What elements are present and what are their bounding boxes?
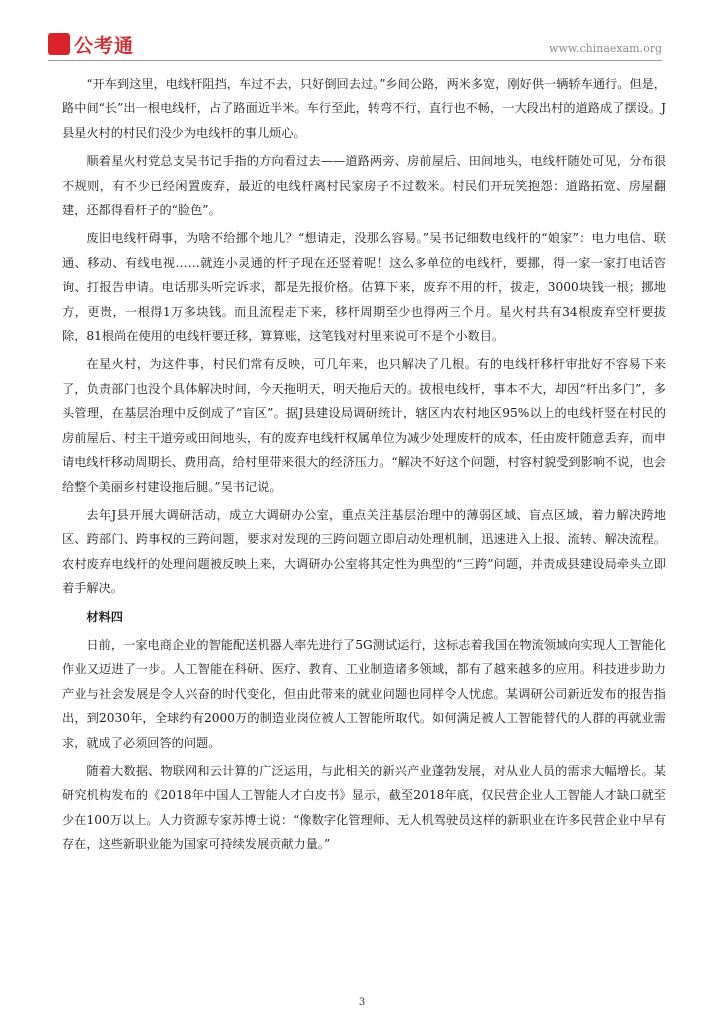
- document-body: [62, 72, 666, 861]
- logo: [48, 32, 134, 56]
- paragraph-6: 日前，一家电商企业的智能配送机器人率先进行了5G测试运行，这标志着我国在物流领域向实现人工智能化作业又迈进了一步。人工智能在科研、医疗、教育、工业制造诸多领域，都有了越来越多的应用。科技进步助力产业与社会发展是令人兴奋的时代变化，但由此带来的就业问题也同样令人忧虑。某调研公司新近发布的报告指出，到2030年，全球约有2000万的制造业岗位被人工智能所取代。如何满足被人工智能替代的人群的再就业需求，就成了必须回答的问题。: [62, 637, 666, 750]
- paragraph-4: 在星火村，为这件事，村民们常有反映，可几年来，也只解决了几根。有的电线杆移杆审批好不容易下来了，负责部门也没个具体解决时间，今天拖明天，明天拖后天的。拔根电线杆，事本不大，却因“杆出多门”，多头管理，在基层治理中反倒成了“盲区”。据J县建设局调研统计，辖区内农村地区95%以上的电线杆竖在村民的房前屋后、村主干道旁或田间地头，有的废弃电线杆权属单位为减少处理废杆的成本，任由废杆随意丢弃，而申请电线杆移动周期长、费用高，给村里带来很大的经济压力。“解决不好这个问题，村容村貌受到影响不说，也会给整个美丽乡村建设拖后腿。”吴书记说。: [62, 357, 666, 494]
- paragraph-7: 随着大数据、物联网和云计算的广泛运用，与此相关的新兴产业蓬勃发展，对从业人员的需求大幅增长。某研究机构发布的《2018年中国人工智能人才白皮书》显示，截至2018年底，仅民营企业人工智能人才缺口就至少在100万以上。人力资源专家苏博士说：“像数字化管理师、无人机驾驶员这样的新职业在许多民营企业中早有存在，这些新职业能为国家可持续发展贡献力量。”: [62, 763, 666, 852]
- logo-text: 公考通: [74, 34, 135, 57]
- logo-badge-icon: [48, 33, 70, 55]
- paragraph-1: “开车到这里，电线杆阻挡，车过不去，只好倒回去过。”乡间公路，两米多宽，刚好供一辆轿车通行。但是，路中间“长”出一根电线杆，占了路面近半米。车行至此，转弯不行，直行也不畅，一大段出村的道路成了摆设。J县星火村的村民们没少为电线杆的事儿烦心。: [62, 77, 666, 140]
- site-url: www.chinaexam.org: [549, 42, 662, 55]
- section-title: 材料四: [86, 609, 123, 624]
- paragraph-3: 废旧电线杆碍事，为啥不给挪个地儿？“想请走，没那么容易。”吴书记细数电线杆的“娘家”：电力电信、联通、移动、有线电视……就连小灵通的杆子现在还竖着呢！这么多单位的电线杆，要挪，得一家一家打电话咨询、打报告申请。电话那头听完诉求，都是先报价格。估算下来，废弃不用的杆，拔走，3000块钱一根；挪地方，更贵，一根得1万多块钱。而且流程走下来，移杆周期至少也得两三个月。星火村共有34根废弃空杆要拔除，81根尚在使用的电线杆要迁移，算算账，这笔钱对村里来说可不是个小数目。: [62, 231, 666, 344]
- page-header: [48, 30, 662, 61]
- page-number: 3: [358, 997, 366, 1008]
- paragraph-2: 顺着星火村党总支吴书记手指的方向看过去——道路两旁、房前屋后、田间地头，电线杆随处可见，分布很不规则，有不少已经闲置废弃，最近的电线杆离村民家房子不过数米。村民们开玩笑抱怨：道路拓宽、房屋翻建，还都得看杆子的“脸色”。: [62, 154, 666, 218]
- paragraph-5: 去年J县开展大调研活动，成立大调研办公室，重点关注基层治理中的薄弱区域、盲点区域，着力解决跨地区、跨部门、跨事权的三跨问题，要求对发现的三跨问题立即启动处理机制，迅速进入上报、流转、解决流程。农村废弃电线杆的处理问题被反映上来，大调研办公室将其定性为典型的“三跨”问题，并责成县建设局牵头立即着手解决。: [62, 507, 666, 596]
